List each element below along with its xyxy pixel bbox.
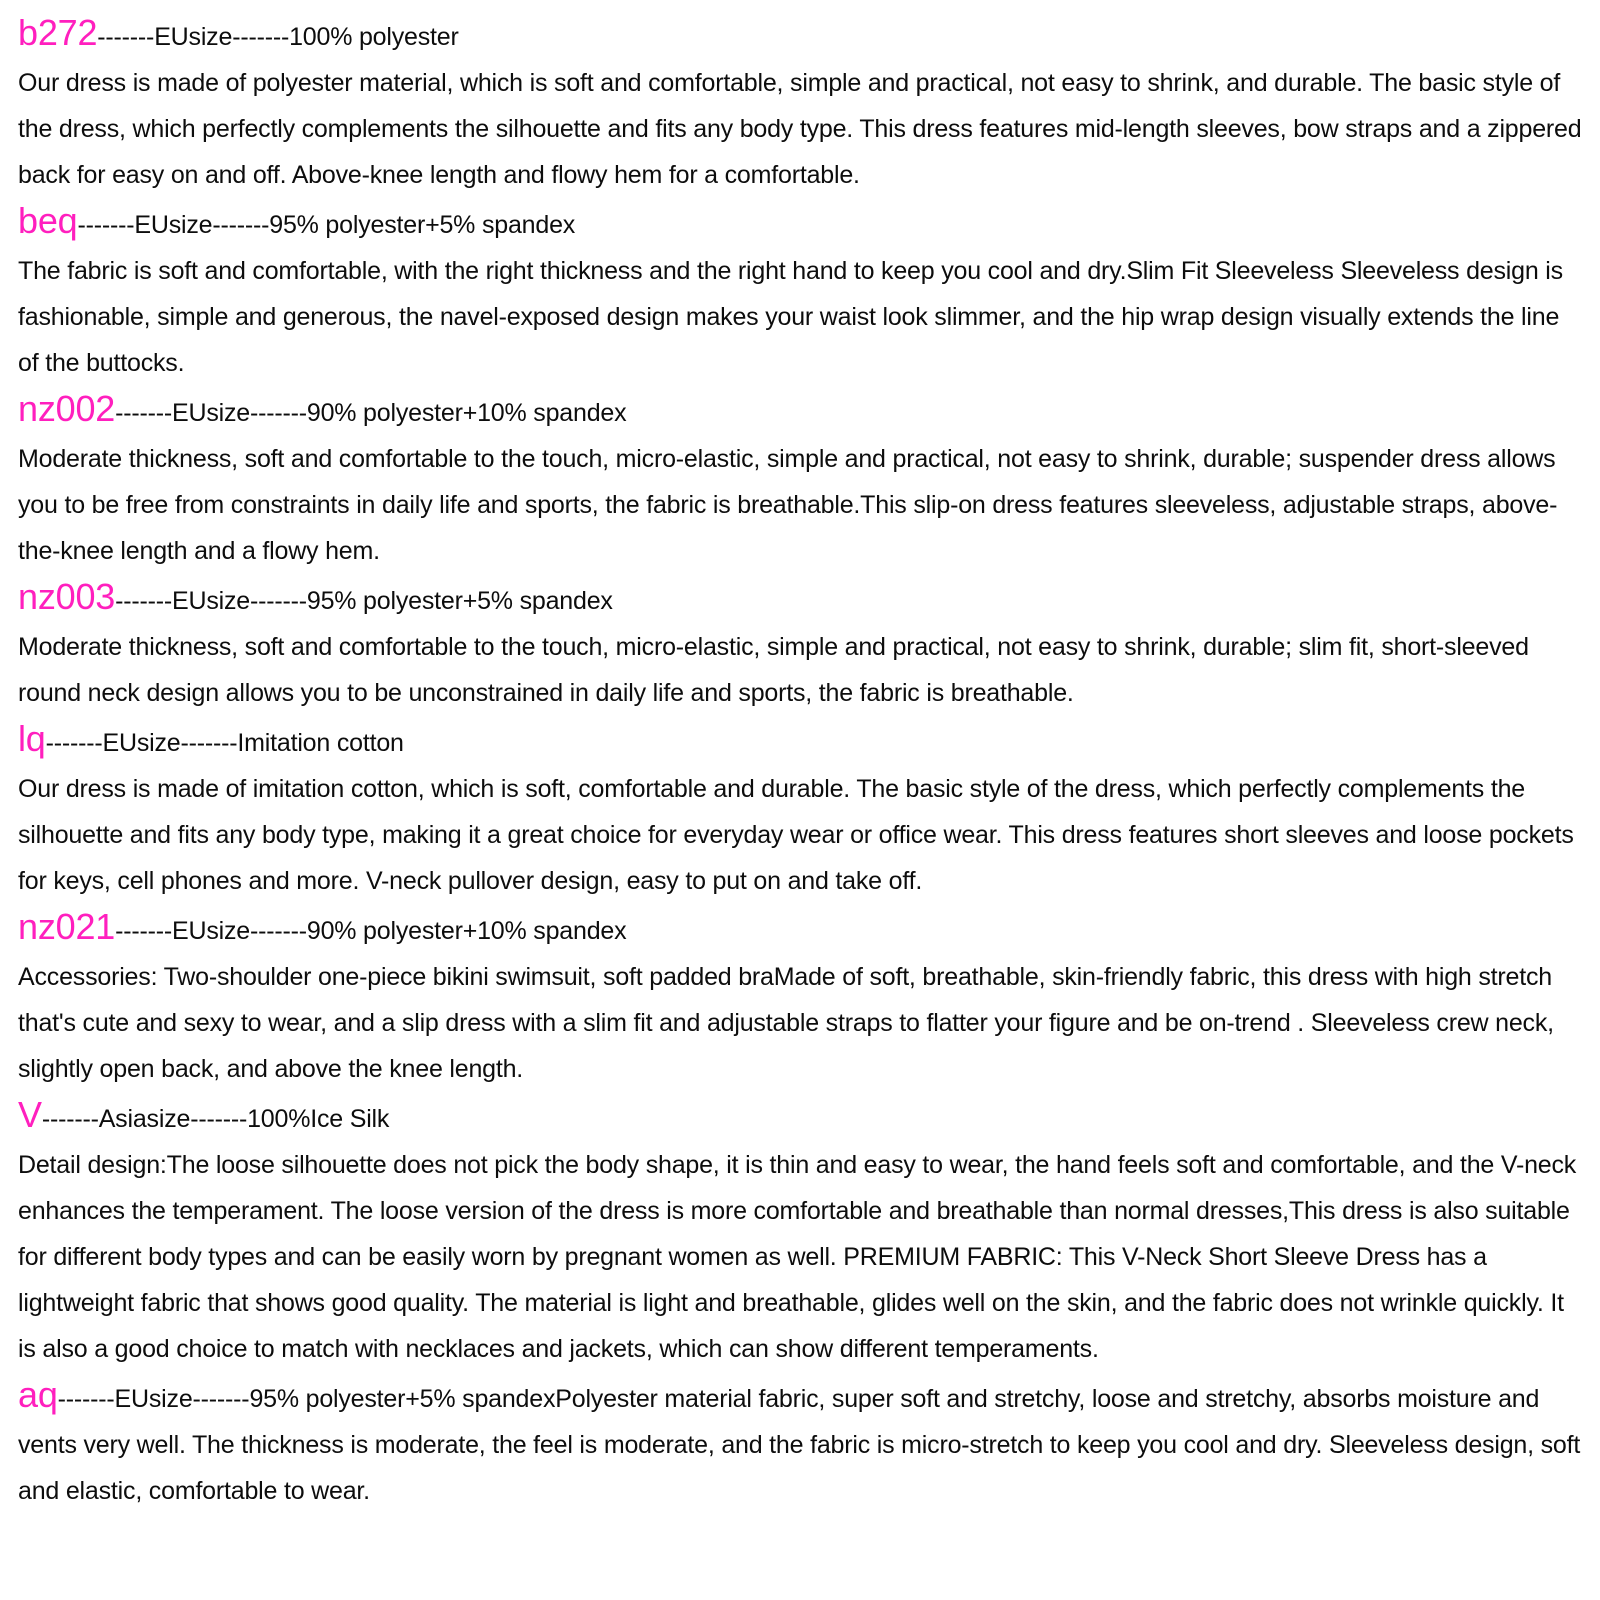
product-section [18,1092,1582,1372]
product-section [18,198,1582,386]
size-standard-label: EUsize [171,917,250,945]
section-header [18,198,1582,248]
size-standard-label: Asiasize [98,1105,191,1133]
dash-separator: ------- [45,729,103,757]
material-label: Imitation cotton [237,729,404,757]
dash-separator: ------- [249,917,307,945]
product-section [18,10,1582,198]
section-description: Our dress is made of polyester material, which is soft and comfortable, simple and practical, not easy to shrink, and durable. The basic style of the dress, which perfectly complements the silhouette and fits any body type. This dress features mid-length sleeves, bow straps and a zippered back for easy on and off. Above-knee length and flowy hem for a comfortable. [18,69,1582,189]
dash-separator: ------- [180,729,238,757]
inline-description: Polyester material fabric, super soft and stretchy, loose and stretchy, absorbs moisture and vents very well. The thickness is moderate, the feel is moderate, and the fabric is micro-stretch to keep you cool and dry. Sleeveless design, soft and elastic, comfortable to wear. [18,1385,1581,1505]
product-code-label: aq [18,1374,58,1415]
product-code-label: b272 [18,12,98,53]
dash-separator: ------- [192,1385,250,1413]
product-section [18,1372,1582,1514]
size-standard-label: EUsize [102,729,181,757]
dash-separator: ------- [249,587,307,615]
dash-separator: ------- [41,1105,99,1133]
dash-separator: ------- [115,587,172,615]
dash-separator: ------- [97,23,155,51]
product-section [18,904,1582,1092]
product-code-label: beq [18,200,78,241]
material-label: 100%Ice Silk [247,1105,390,1133]
material-label: 95% polyester+5% spandex [249,1385,556,1413]
section-description: Moderate thickness, soft and comfortable to the touch, micro-elastic, simple and practical, not easy to shrink, durable; suspender dress allows you to be free from constraints in daily life and sports, the fabric is breathable.This slip-on dress features sleeveless, adjustable straps, above-the-knee length and a flowy hem. [18,445,1558,565]
section-description: Accessories: Two-shoulder one-piece bikini swimsuit, soft padded braMade of soft, breathable, skin-friendly fabric, this dress with high stretch that's cute and sexy to wear, and a slip dress with a slim fit and adjustable straps to flatter your figure and be on-trend . Sleeveless crew neck, slightly open back, and above the knee length. [18,963,1554,1083]
size-standard-label: EUsize [114,1385,193,1413]
material-label: 90% polyester+10% spandex [306,917,627,945]
dash-separator: ------- [57,1385,115,1413]
dash-separator: ------- [115,917,172,945]
dash-separator: ------- [232,23,290,51]
section-header [18,574,1582,624]
size-standard-label: EUsize [134,211,213,239]
section-header [18,10,1582,60]
size-standard-label: EUsize [171,587,250,615]
section-header [18,904,1582,954]
product-section [18,574,1582,716]
section-header [18,716,1582,766]
material-label: 95% polyester+5% spandex [306,587,613,615]
product-code-label: nz002 [18,388,116,429]
product-section [18,386,1582,574]
product-code-label: V [18,1094,42,1135]
size-standard-label: EUsize [154,23,233,51]
section-description: Moderate thickness, soft and comfortable to the touch, micro-elastic, simple and practical, not easy to shrink, durable; slim fit, short-sleeved round neck design allows you to be unconstrained in daily life and sports, the fabric is breathable. [18,633,1529,707]
product-section [18,716,1582,904]
section-header [18,386,1582,436]
section-description: The fabric is soft and comfortable, with the right thickness and the right hand to keep you cool and dry.Slim Fit Sleeveless Sleeveless design is fashionable, simple and generous, the navel-exposed design makes your waist look slimmer, and the hip wrap design visually extends the line of the buttocks. [18,257,1563,377]
product-code-label: lq [18,718,46,759]
section-header [18,1092,1582,1142]
dash-separator: ------- [77,211,135,239]
dash-separator: ------- [212,211,270,239]
section-description: Our dress is made of imitation cotton, which is soft, comfortable and durable. The basic style of the dress, which perfectly complements the silhouette and fits any body type, making it a great choice for everyday wear or office wear. This dress features short sleeves and loose pockets for keys, cell phones and more. V-neck pullover design, easy to put on and take off. [18,775,1574,895]
size-standard-label: EUsize [171,399,250,427]
dash-separator: ------- [115,399,172,427]
product-code-label: nz003 [18,576,116,617]
material-label: 90% polyester+10% spandex [306,399,627,427]
material-label: 100% polyester [289,23,459,51]
section-header [18,1372,1582,1514]
product-code-label: nz021 [18,906,116,947]
dash-separator: ------- [249,399,307,427]
material-label: 95% polyester+5% spandex [269,211,576,239]
dash-separator: ------- [190,1105,248,1133]
section-description: Detail design:The loose silhouette does not pick the body shape, it is thin and easy to wear, the hand feels soft and comfortable, and the V-neck enhances the temperament. The loose version of the dress is more comfortable and breathable than normal dresses,This dress is also suitable for different body types and can be easily worn by pregnant women as well. PREMIUM FABRIC: This V-Neck Short Sleeve Dress has a lightweight fabric that shows good quality. The material is light and breathable, glides well on the skin, and the fabric does not wrinkle quickly. It is also a good choice to match with necklaces and jackets, which can show different temperaments. [18,1151,1577,1363]
